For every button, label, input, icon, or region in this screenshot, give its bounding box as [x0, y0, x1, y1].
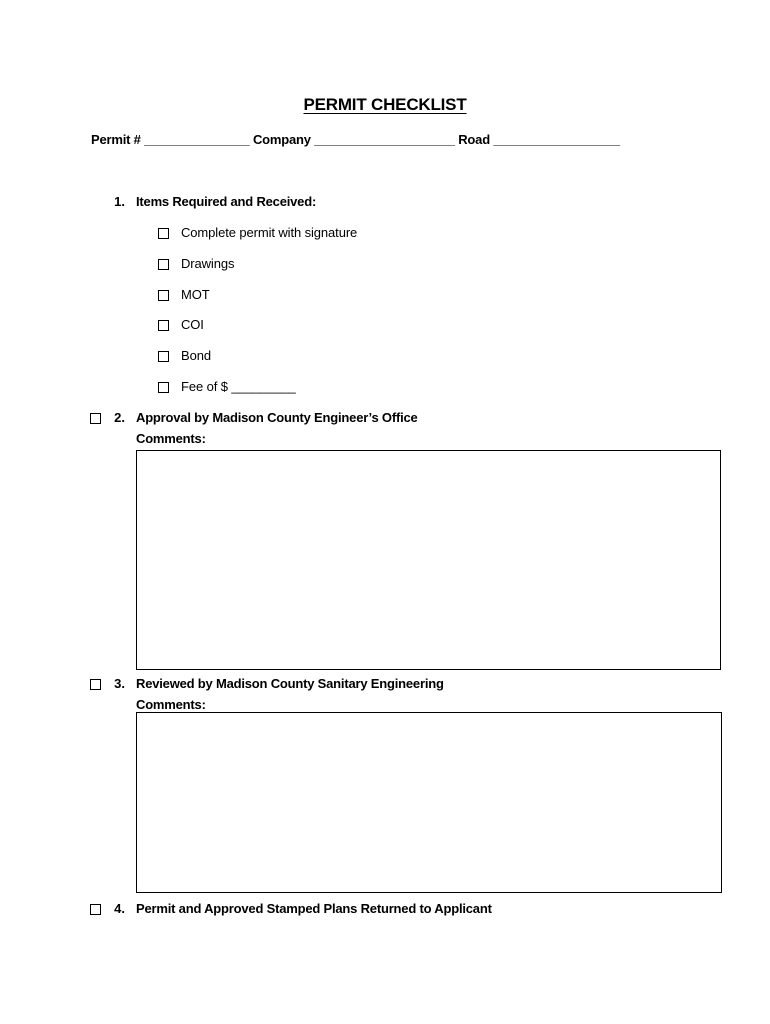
item-bond-label: Bond — [181, 348, 211, 363]
section-1-number: 1. — [114, 194, 125, 209]
checkbox-complete-permit[interactable] — [158, 228, 169, 239]
checkbox-section-2[interactable] — [90, 413, 101, 424]
section-2-number: 2. — [114, 410, 125, 425]
section-3-comments-box[interactable] — [136, 712, 722, 893]
page-title: PERMIT CHECKLIST — [303, 95, 467, 114]
section-2-comments-box[interactable] — [136, 450, 721, 670]
checkbox-coi[interactable] — [158, 320, 169, 331]
checkbox-section-3[interactable] — [90, 679, 101, 690]
permit-header-fields[interactable]: Permit # _______________ Company ____________________ Road __________________ — [91, 132, 620, 147]
item-fee-label[interactable]: Fee of $ _________ — [181, 379, 296, 394]
item-drawings-label: Drawings — [181, 256, 235, 271]
item-mot-label: MOT — [181, 287, 210, 302]
section-1-title: Items Required and Received: — [136, 194, 317, 209]
section-4-number: 4. — [114, 901, 125, 916]
checkbox-mot[interactable] — [158, 290, 169, 301]
section-3-title: Reviewed by Madison County Sanitary Engineering — [136, 676, 444, 691]
section-4-title: Permit and Approved Stamped Plans Returned to Applicant — [136, 901, 492, 916]
section-2-comments-label: Comments: — [136, 431, 206, 446]
item-coi-label: COI — [181, 317, 204, 332]
section-3-number: 3. — [114, 676, 125, 691]
checkbox-fee[interactable] — [158, 382, 169, 393]
section-3-comments-label: Comments: — [136, 697, 206, 712]
item-complete-permit-label: Complete permit with signature — [181, 225, 358, 240]
checkbox-bond[interactable] — [158, 351, 169, 362]
checkbox-drawings[interactable] — [158, 259, 169, 270]
checkbox-section-4[interactable] — [90, 904, 101, 915]
section-2-title: Approval by Madison County Engineer’s Office — [136, 410, 418, 425]
